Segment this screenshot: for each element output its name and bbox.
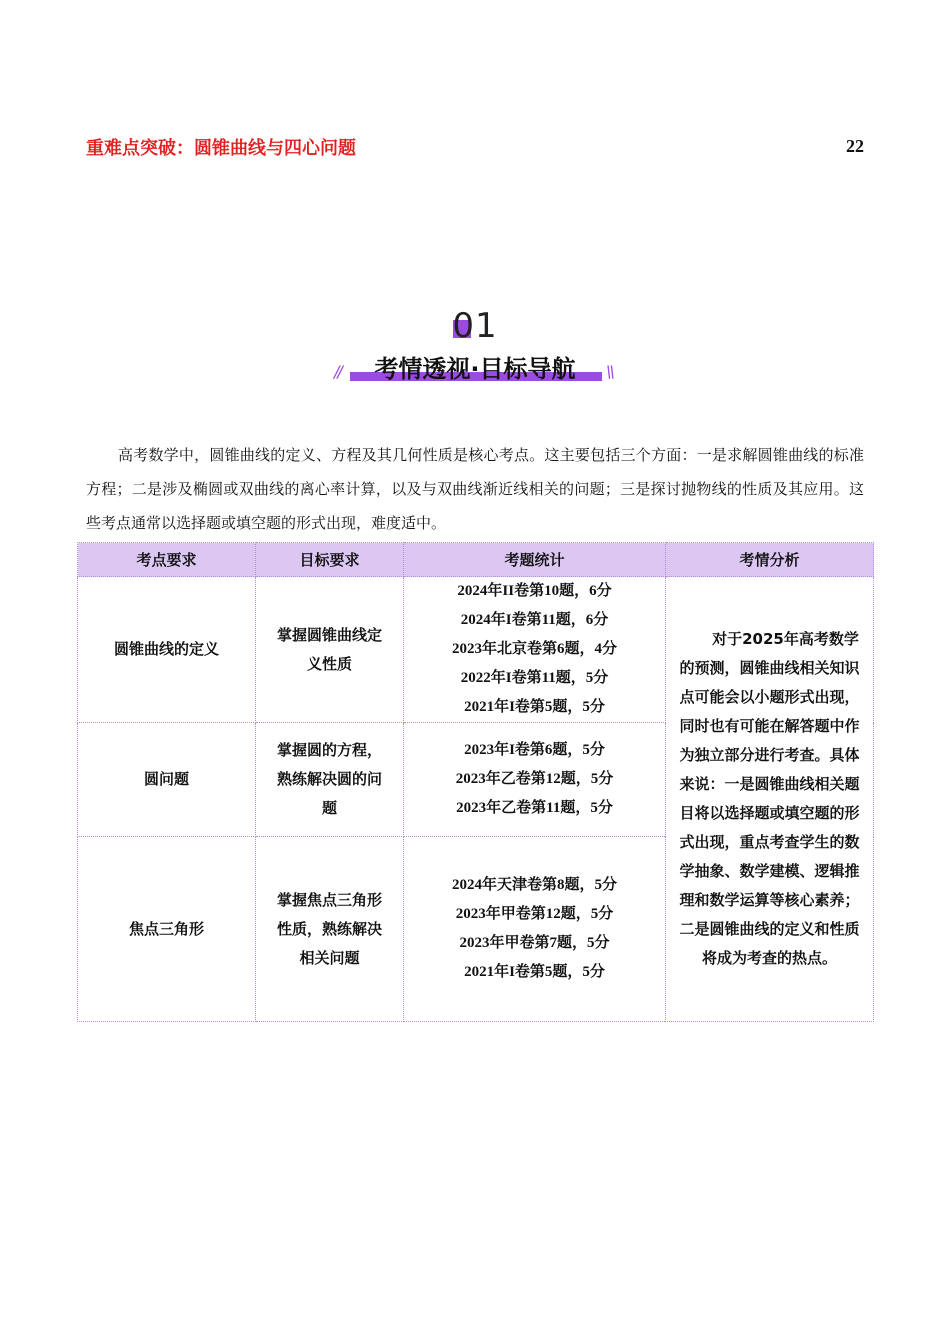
table-header-row bbox=[78, 543, 874, 577]
stat-line: 2024年I卷第11题，6分 bbox=[460, 612, 609, 628]
stat-line: 2023年甲卷第12题，5分 bbox=[455, 906, 614, 922]
section-deco-right: \\ bbox=[606, 362, 613, 381]
stat-line: 2024年II卷第10题，6分 bbox=[457, 583, 612, 599]
stat-line: 2024年天津卷第8题，5分 bbox=[451, 877, 617, 893]
row-point: 圆锥曲线的定义 bbox=[78, 577, 256, 723]
row-goal: 掌握焦点三角形性质，熟练解决相关问题 bbox=[256, 837, 404, 1022]
intro-paragraph: 高考数学中，圆锥曲线的定义、方程及其几何性质是核心考点。这主要包括三个方面：一是求解圆锥曲线的标准方程；二是涉及椭圆或双曲线的离心率计算，以及与双曲线渐近线相关的问题；三是探讨抛物线的性质及其应用。这些考点通常以选择题或填空题的形式出现，难度适中。 bbox=[86, 446, 864, 532]
stat-line: 2021年I卷第5题，5分 bbox=[464, 699, 605, 715]
section-title: 考情透视·目标导航 bbox=[374, 355, 576, 383]
stat-line: 2023年I卷第6题，5分 bbox=[464, 742, 605, 758]
section-number: 01 bbox=[452, 306, 498, 346]
stat-line: 2023年甲卷第7题，5分 bbox=[459, 935, 610, 951]
row-stats bbox=[404, 837, 666, 1022]
exam-analysis-table bbox=[77, 542, 874, 1022]
row-goal: 掌握圆的方程，熟练解决圆的问题 bbox=[256, 723, 404, 837]
row-goal: 掌握圆锥曲线定义性质 bbox=[256, 577, 404, 723]
table-row bbox=[78, 577, 874, 723]
stat-line: 2021年I卷第5题，5分 bbox=[464, 964, 605, 980]
header-analysis: 考情分析 bbox=[666, 543, 874, 577]
row-stats bbox=[404, 577, 666, 723]
header-point: 考点要求 bbox=[78, 543, 256, 577]
page-number: 22 bbox=[846, 136, 864, 156]
row-point: 圆问题 bbox=[78, 723, 256, 837]
stat-line: 2023年乙卷第12题，5分 bbox=[455, 771, 614, 787]
stat-line: 2023年北京卷第6题，4分 bbox=[451, 641, 617, 657]
section-deco-left: // bbox=[334, 362, 341, 381]
header-stats: 考题统计 bbox=[404, 543, 666, 577]
analysis-cell: 对于2025年高考数学的预测，圆锥曲线相关知识点可能会以小题形式出现，同时也有可能在解答题中作为独立部分进行考查。具体来说：一是圆锥曲线相关题目将以选择题或填空题的形式出现，重点考查学生的数学抽象、数学建模、逻辑推理和数学运算等核心素养；二是圆锥曲线的定义和性质将成为考查的热点。 bbox=[666, 577, 874, 1022]
row-stats bbox=[404, 723, 666, 837]
stat-line: 2023年乙卷第11题，5分 bbox=[456, 800, 613, 816]
document-title: 重难点突破：圆锥曲线与四心问题 bbox=[86, 138, 356, 159]
stat-line: 2022年I卷第11题，5分 bbox=[460, 670, 609, 686]
header-goal: 目标要求 bbox=[256, 543, 404, 577]
row-point: 焦点三角形 bbox=[78, 837, 256, 1022]
